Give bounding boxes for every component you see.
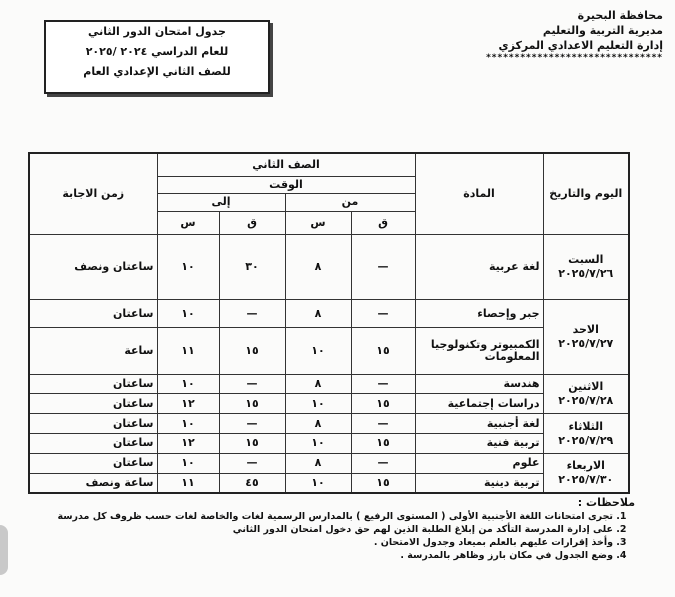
to-hour-cell: ١٢ [157,434,219,454]
subject-cell: تربية دينية [415,473,543,493]
day-name: الثلاثاء [568,419,604,433]
duration-cell: ساعتان [29,414,157,434]
to-min-cell: — [219,374,285,394]
time-header: الوقت [157,176,415,193]
to-min-cell: ٤٥ [219,473,285,493]
from-hour-cell: ٨ [285,374,351,394]
exam-schedule-table [28,152,630,494]
issuer-header [413,8,663,63]
to-min-cell: — [219,414,285,434]
day-name: السبت [568,253,604,267]
grade-header: الصف الثاني [157,153,415,176]
day-date: ٢٠٢٥/٧/٢٧ [558,336,614,350]
notes-list [35,510,635,562]
from-min-cell: — [351,414,415,434]
title-line-2: للعام الدراسي ٢٠٢٤ /٢٠٢٥ [85,45,229,58]
table-row [29,374,629,394]
title-box [44,20,270,94]
day-cell [543,374,629,414]
day-cell [543,414,629,454]
table-row [29,300,629,328]
note-item: 1. تجرى امتحانات اللغة الأجنبية الأولى ( المستوى الرفيع ) بالمدارس الرسمية لغات والخاصة لغات حسب ظروف كل مدرسة [35,510,613,523]
page-edge-shadow [0,525,8,575]
from-header: من [285,194,415,211]
duration-header: زمن الاجابة [29,153,157,234]
day-date: ٢٠٢٥/٧/٣٠ [558,472,614,486]
title-line-1: جدول امتحان الدور الثاني [88,25,226,38]
to-min-cell: ١٥ [219,394,285,414]
day-date-header: اليوم والتاريخ [543,153,629,234]
duration-cell: ساعتان [29,394,157,414]
to-hour-cell: ١٠ [157,414,219,434]
day-cell [543,300,629,375]
note-item: 2. على إدارة المدرسة التأكد من إبلاغ الطلبة الذين لهم حق دخول امتحان الدور الثاني [35,523,613,536]
governorate-name: محافظة البحيرة [577,9,663,22]
subject-cell: علوم [415,453,543,473]
day-date: ٢٠٢٥/٧/٢٨ [558,393,614,407]
from-hour-cell: ١٠ [285,434,351,454]
table-row [29,473,629,493]
from-min-header: ق [351,211,415,234]
to-hour-cell: ١٠ [157,234,219,299]
day-cell [543,234,629,299]
duration-cell: ساعة ونصف [29,473,157,493]
subject-cell: الكمبيوتر وتكنولوجيا المعلومات [415,328,543,375]
day-name: الاحد [572,322,599,336]
to-hour-header: س [157,211,219,234]
duration-cell: ساعتان [29,300,157,328]
from-hour-cell: ١٠ [285,394,351,414]
duration-cell: ساعتان [29,453,157,473]
table-row [29,234,629,299]
to-min-cell: — [219,453,285,473]
subject-cell: هندسة [415,374,543,394]
to-min-cell: — [219,300,285,328]
from-min-cell: — [351,453,415,473]
subject-cell: جبر وإحصاء [415,300,543,328]
day-name: الاثنين [568,379,604,393]
department-name: إدارة التعليم الاعدادي المركزي [498,39,663,52]
table-row [29,394,629,414]
day-cell [543,453,629,493]
separator-stars: ******************************* [486,53,663,63]
title-line-3: للصف الثاني الإعدادي العام [83,65,231,78]
subject-cell: لغة عربية [415,234,543,299]
to-hour-cell: ١١ [157,328,219,375]
notes-section [35,496,635,562]
subject-cell: تربية فنية [415,434,543,454]
to-min-cell: ١٥ [219,434,285,454]
note-item: 4. وضع الجدول في مكان بارز وظاهر بالمدرسة . [35,549,613,562]
notes-title: ملاحظات : [577,496,635,509]
header-row-1 [29,153,629,176]
table-row [29,453,629,473]
from-hour-header: س [285,211,351,234]
to-hour-cell: ١٠ [157,374,219,394]
to-hour-cell: ١٢ [157,394,219,414]
from-min-cell: ١٥ [351,434,415,454]
duration-cell: ساعتان ونصف [29,234,157,299]
from-hour-cell: ٨ [285,414,351,434]
from-hour-cell: ٨ [285,234,351,299]
from-min-cell: — [351,374,415,394]
duration-cell: ساعتان [29,434,157,454]
from-hour-cell: ٨ [285,300,351,328]
day-name: الاربعاء [566,458,605,472]
from-min-cell: ١٥ [351,394,415,414]
day-date: ٢٠٢٥/٧/٢٦ [558,267,614,281]
note-item: 3. وأخذ إقرارات عليهم بالعلم بميعاد وجدول الامتحان . [35,536,613,549]
table-row [29,434,629,454]
duration-cell: ساعة [29,328,157,375]
from-min-cell: ١٥ [351,328,415,375]
from-min-cell: — [351,234,415,299]
from-min-cell: — [351,300,415,328]
to-header: إلى [157,194,285,211]
to-min-cell: ١٥ [219,328,285,375]
from-min-cell: ١٥ [351,473,415,493]
subject-cell: دراسات إجتماعية [415,394,543,414]
table-row [29,328,629,375]
to-hour-cell: ١٠ [157,300,219,328]
to-min-cell: ٣٠ [219,234,285,299]
day-date: ٢٠٢٥/٧/٢٩ [558,433,614,447]
subject-cell: لغة أجنبية [415,414,543,434]
subject-header: المادة [415,153,543,234]
duration-cell: ساعتان [29,374,157,394]
table-row [29,414,629,434]
from-hour-cell: ٨ [285,453,351,473]
from-hour-cell: ١٠ [285,473,351,493]
to-min-header: ق [219,211,285,234]
to-hour-cell: ١١ [157,473,219,493]
directorate-name: مديرية التربية والتعليم [542,24,663,37]
to-hour-cell: ١٠ [157,453,219,473]
from-hour-cell: ١٠ [285,328,351,375]
